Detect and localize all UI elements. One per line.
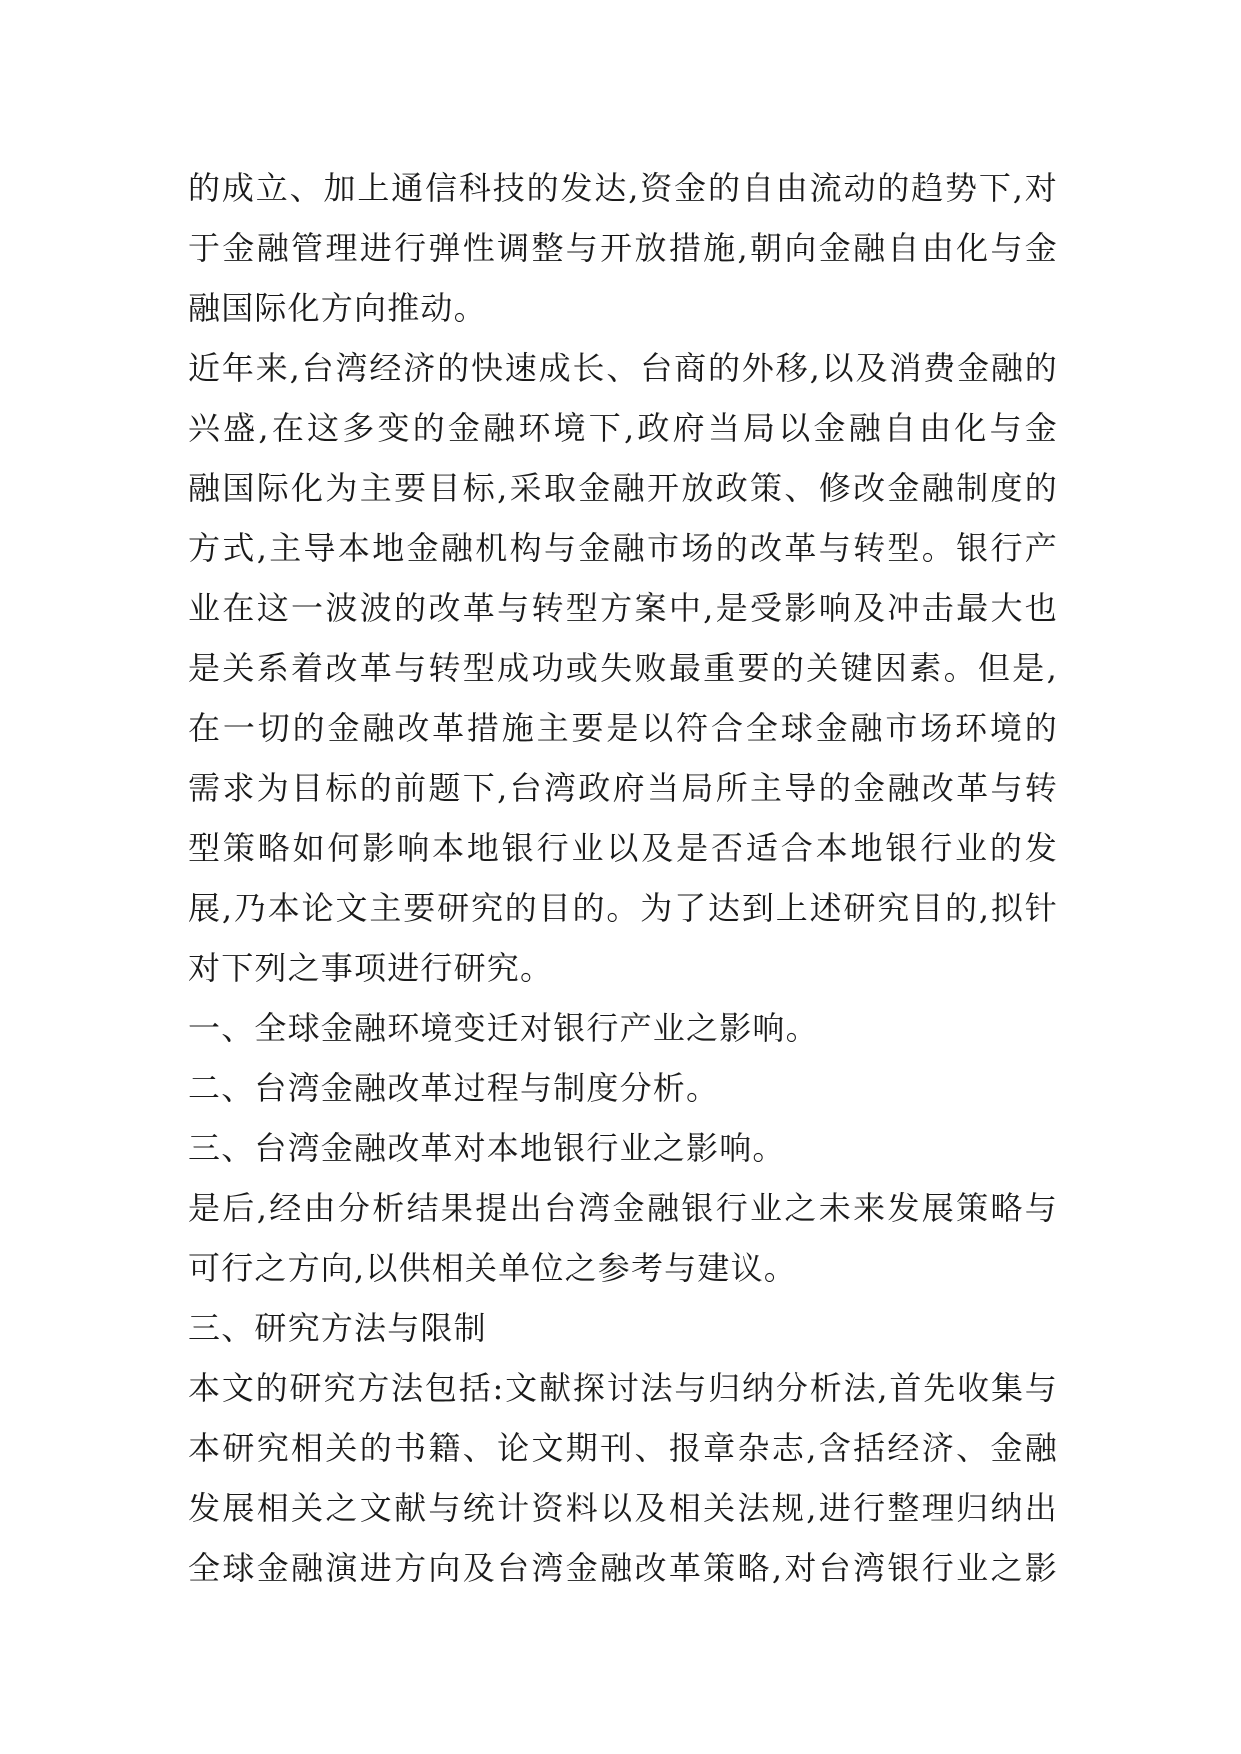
text-line-10: 在一切的金融改革措施主要是以符合全球金融市场环境的	[188, 709, 1058, 747]
section-heading: 三、研究方法与限制	[188, 1309, 487, 1347]
text-line-2: 于金融管理进行弹性调整与开放措施,朝向金融自由化与金	[188, 229, 1058, 267]
text-line-22: 本研究相关的书籍、论文期刊、报章杂志,含括经济、金融	[188, 1429, 1058, 1467]
body-text	[188, 158, 1058, 1598]
text-line-1: 的成立、加上通信科技的发达,资金的自由流动的趋势下,对	[188, 169, 1058, 207]
text-line-21: 本文的研究方法包括:文献探讨法与归纳分析法,首先收集与	[188, 1369, 1058, 1407]
list-item-3: 三、台湾金融改革对本地银行业之影响。	[188, 1129, 786, 1167]
list-item-2: 二、台湾金融改革过程与制度分析。	[188, 1069, 720, 1107]
text-line-23: 发展相关之文献与统计资料以及相关法规,进行整理归纳出	[188, 1489, 1058, 1527]
list-item-1: 一、全球金融环境变迁对银行产业之影响。	[188, 1009, 819, 1047]
text-line-5: 兴盛,在这多变的金融环境下,政府当局以金融自由化与金	[188, 409, 1058, 447]
text-line-7: 方式,主导本地金融机构与金融市场的改革与转型。银行产	[188, 529, 1058, 567]
text-line-24: 全球金融演进方向及台湾金融改革策略,对台湾银行业之影	[188, 1549, 1058, 1587]
text-line-13: 展,乃本论文主要研究的目的。为了达到上述研究目的,拟针	[188, 889, 1058, 927]
text-line-11: 需求为目标的前题下,台湾政府当局所主导的金融改革与转	[188, 769, 1058, 807]
text-line-12: 型策略如何影响本地银行业以及是否适合本地银行业的发	[188, 829, 1058, 867]
text-line-18: 是后,经由分析结果提出台湾金融银行业之未来发展策略与	[188, 1189, 1058, 1227]
text-line-3: 融国际化方向推动。	[188, 289, 487, 327]
text-line-8: 业在这一波波的改革与转型方案中,是受影响及冲击最大也	[188, 589, 1058, 627]
text-line-6: 融国际化为主要目标,采取金融开放政策、修改金融制度的	[188, 469, 1058, 507]
text-line-14: 对下列之事项进行研究。	[188, 949, 554, 987]
text-line-9: 是关系着改革与转型成功或失败最重要的关键因素。但是,	[188, 649, 1058, 687]
text-line-4: 近年来,台湾经济的快速成长、台商的外移,以及消费金融的	[188, 349, 1058, 387]
text-line-19: 可行之方向,以供相关单位之参考与建议。	[188, 1249, 797, 1287]
